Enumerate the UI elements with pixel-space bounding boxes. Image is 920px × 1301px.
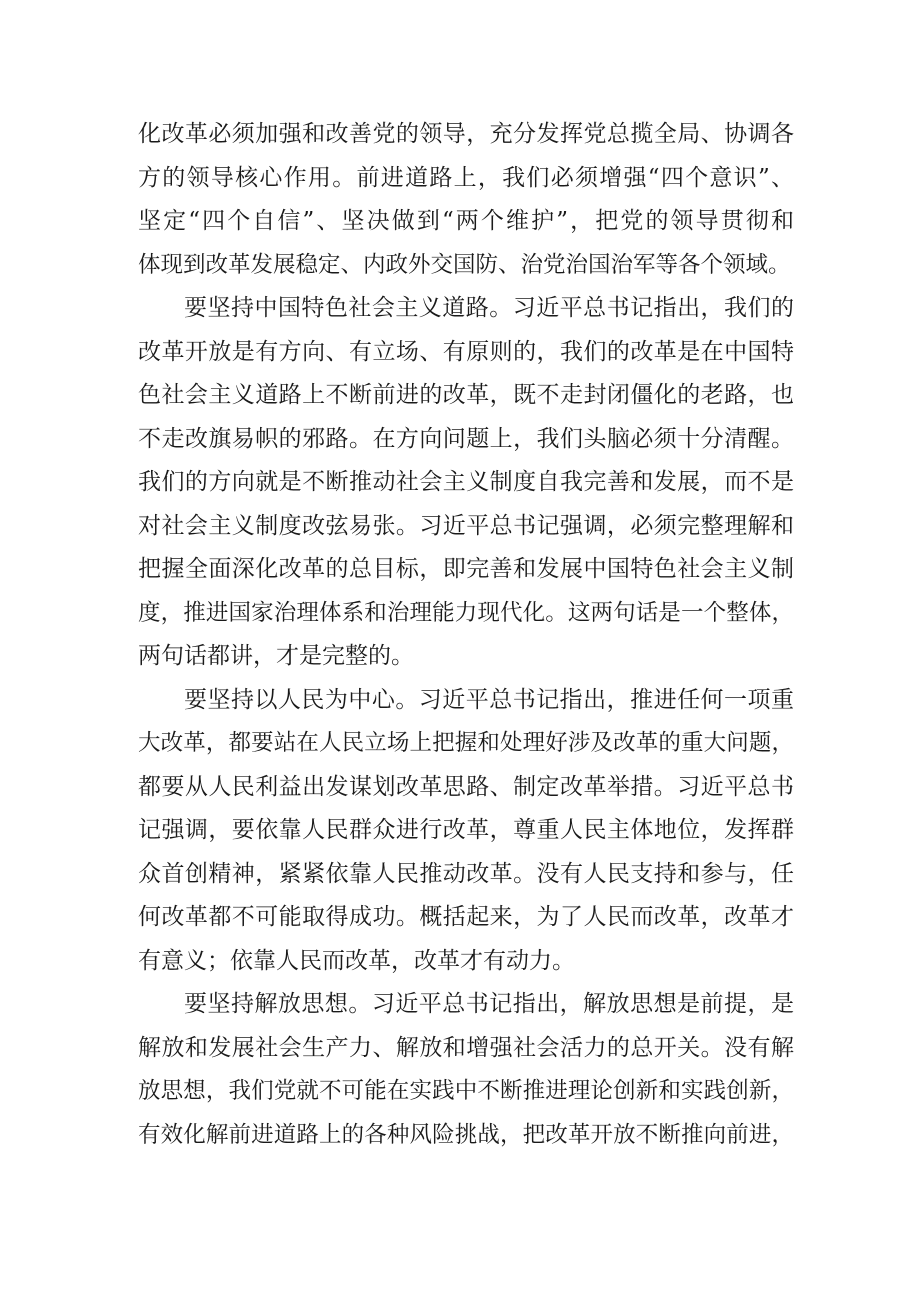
text-line: 何改革都不可能取得成功。概括起来，为了人民而改革，改革才 — [138, 904, 794, 930]
text-line: 记强调，要依靠人民群众进行改革，尊重人民主体地位，发挥群 — [138, 817, 794, 843]
document-body — [138, 113, 794, 1157]
text-line: 有意义；依靠人民而改革，改革才有动力。 — [138, 947, 575, 974]
text-line: 方的领导核心作用。前进道路上，我们必须增强“四个意识”、 — [138, 164, 794, 191]
text-line: 大改革，都要站在人民立场上把握和处理好涉及改革的重大问题， — [138, 730, 794, 756]
text-line: 改革开放是有方向、有立场、有原则的，我们的改革是在中国特 — [138, 338, 794, 365]
text-line: 众首创精神，紧紧依靠人民推动改革。没有人民支持和参与，任 — [138, 860, 794, 887]
text-line: 都要从人民利益出发谋划改革思路、制定改革举措。习近平总书 — [138, 773, 794, 800]
text-line: 解放和发展社会生产力、解放和增强社会活力的总开关。没有解 — [138, 1034, 794, 1061]
text-line: 有效化解前进道路上的各种风险挑战，把改革开放不断推向前进， — [138, 1121, 794, 1148]
text-line: 要坚持以人民为中心。习近平总书记指出，推进任何一项重 — [184, 686, 794, 713]
text-line: 色社会主义道路上不断前进的改革，既不走封闭僵化的老路，也 — [138, 382, 794, 408]
text-line: 化改革必须加强和改善党的领导，充分发挥党总揽全局、协调各 — [138, 121, 794, 147]
text-line: 对社会主义制度改弦易张。习近平总书记强调，必须完整理解和 — [138, 512, 794, 539]
text-line: 把握全面深化改革的总目标，即完善和发展中国特色社会主义制 — [138, 556, 794, 582]
text-line: 度，推进国家治理体系和治理能力现代化。这两句话是一个整体， — [138, 599, 794, 626]
text-line: 要坚持解放思想。习近平总书记指出，解放思想是前提，是 — [184, 991, 794, 1017]
text-line: 放思想，我们党就不可能在实践中不断推进理论创新和实践创新， — [138, 1078, 794, 1104]
text-line: 两句话都讲，才是完整的。 — [138, 643, 414, 669]
text-line: 要坚持中国特色社会主义道路。习近平总书记指出，我们的 — [184, 295, 794, 321]
text-line: 我们的方向就是不断推动社会主义制度自我完善和发展，而不是 — [138, 469, 794, 495]
text-line: 不走改旗易帜的邪路。在方向问题上，我们头脑必须十分清醒。 — [138, 425, 794, 452]
text-line: 坚定“四个自信”、坚决做到“两个维护”，把党的领导贯彻和 — [138, 208, 794, 234]
text-line: 体现到改革发展稳定、内政外交国防、治党治国治军等各个领域。 — [138, 251, 791, 278]
